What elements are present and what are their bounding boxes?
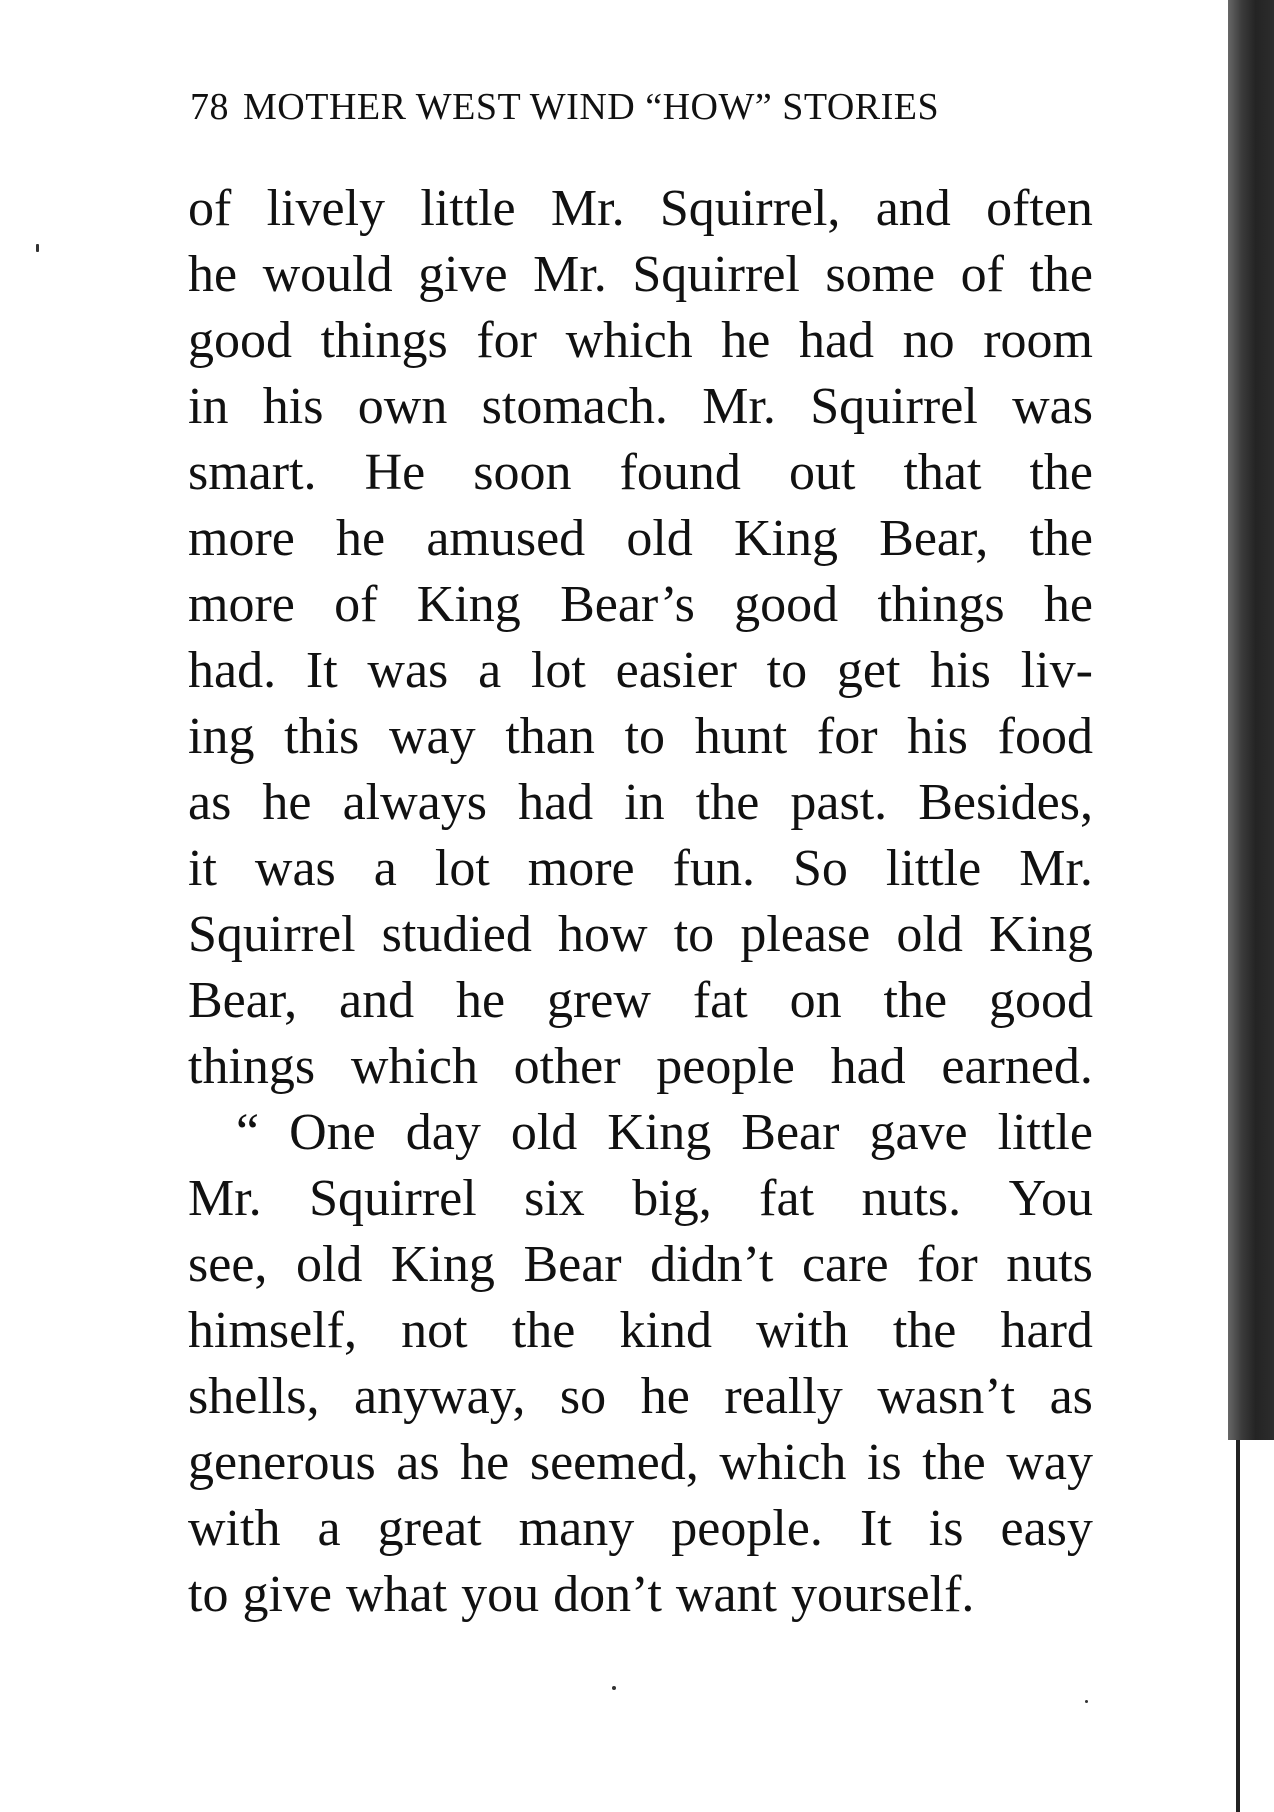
text-line (188, 1496, 1093, 1562)
word: in (624, 774, 665, 831)
word: anyway, (354, 1368, 526, 1425)
word: One (289, 1104, 376, 1161)
word: care (801, 1236, 889, 1293)
word: to (673, 906, 715, 963)
word: the (1029, 246, 1093, 303)
word: “ (236, 1104, 260, 1161)
text-line (188, 374, 1093, 440)
word: of (334, 576, 378, 633)
word: own (357, 378, 448, 435)
word: as (396, 1434, 440, 1491)
text-line (188, 176, 1093, 242)
word: earned. (941, 1038, 1093, 1095)
word: not (401, 1302, 468, 1359)
word: fat (692, 972, 748, 1029)
word: Mr. (702, 378, 776, 435)
text-line (188, 1298, 1093, 1364)
word: good (188, 312, 292, 369)
word: the (1029, 444, 1093, 501)
word: so (559, 1368, 607, 1425)
binding-edge-line (1236, 1440, 1240, 1812)
word: lot (434, 840, 490, 897)
text-line (188, 572, 1093, 638)
word: old (295, 1236, 363, 1293)
word: lot (530, 642, 586, 699)
word: past. (790, 774, 888, 831)
word: day (405, 1104, 481, 1161)
scan-speck (36, 244, 39, 252)
word: to (624, 708, 666, 765)
page-number: 78 (190, 86, 229, 128)
word: people. (671, 1500, 823, 1557)
word: nuts (1006, 1236, 1093, 1293)
word: seemed, (529, 1434, 699, 1491)
text-line (188, 1100, 1093, 1166)
word: Squirrel, (659, 180, 841, 237)
word: to (188, 1566, 229, 1623)
word: as (188, 774, 232, 831)
word: Squirrel (309, 1170, 477, 1227)
word: King (733, 510, 838, 567)
word: little (885, 840, 982, 897)
word: for (816, 708, 878, 765)
word: his (907, 708, 968, 765)
word: many (518, 1500, 635, 1557)
word: ing (188, 708, 255, 765)
word: great (377, 1500, 482, 1557)
word: old (510, 1104, 578, 1161)
word: Bear, (188, 972, 298, 1029)
word: way (1006, 1434, 1093, 1491)
word: Mr. (188, 1170, 262, 1227)
text-line (188, 1034, 1093, 1100)
word: a (478, 642, 502, 699)
word: out (788, 444, 856, 501)
word: the (695, 774, 760, 831)
word: generous (188, 1434, 376, 1491)
word: on (789, 972, 842, 1029)
scan-speck (612, 1686, 616, 1690)
binding-shadow (1228, 0, 1274, 1440)
text-line (188, 836, 1093, 902)
word: that (903, 444, 982, 501)
word: he (188, 246, 238, 303)
text-line (188, 1364, 1093, 1430)
word: was (1012, 378, 1093, 435)
text-line (188, 242, 1093, 308)
word: big, (632, 1170, 712, 1227)
word: soon (473, 444, 572, 501)
word: old (626, 510, 693, 567)
word: old (896, 906, 963, 963)
word: Squirrel (632, 246, 800, 303)
word: himself, (188, 1302, 357, 1359)
word: food (997, 708, 1093, 765)
word: really (724, 1368, 843, 1425)
word: he (1043, 576, 1093, 633)
word: hard (1000, 1302, 1093, 1359)
word: Besides, (918, 774, 1093, 831)
word: smart. (188, 444, 317, 501)
running-title: MOTHER WEST WIND “HOW” STORIES (243, 86, 940, 128)
word: often (986, 180, 1093, 237)
word: easier (615, 642, 737, 699)
word: studied (381, 906, 532, 963)
word: of (960, 246, 1004, 303)
text-line (188, 1166, 1093, 1232)
scan-speck (1085, 1700, 1088, 1703)
word: liv- (1020, 642, 1093, 699)
word: King (416, 576, 521, 633)
word: nuts. (861, 1170, 962, 1227)
text-line (188, 506, 1093, 572)
word: things (188, 1038, 316, 1095)
word: little (997, 1104, 1093, 1161)
word: amused (426, 510, 586, 567)
text-line (188, 1430, 1093, 1496)
word: you (461, 1566, 540, 1623)
word: a (373, 840, 397, 897)
word: see, (188, 1236, 268, 1293)
word: gave (869, 1104, 968, 1161)
word: Squirrel (810, 378, 978, 435)
text-line (188, 704, 1093, 770)
word: is (928, 1500, 964, 1557)
word: he (640, 1368, 690, 1425)
word: lively (266, 180, 386, 237)
word: found (619, 444, 741, 501)
word: King (607, 1104, 712, 1161)
word: the (922, 1434, 986, 1491)
word: this (284, 708, 360, 765)
word: with (756, 1302, 849, 1359)
word: Mr. (1019, 840, 1093, 897)
text-line (188, 968, 1093, 1034)
word: with (188, 1500, 281, 1557)
word: Mr. (533, 246, 607, 303)
word: It (859, 1500, 892, 1557)
word: he (262, 774, 312, 831)
word: what (345, 1566, 448, 1623)
word: things (877, 576, 1005, 633)
word: and (338, 972, 415, 1029)
word: no (902, 312, 955, 369)
word: in (188, 378, 229, 435)
word: Squirrel (188, 906, 356, 963)
word: for (476, 312, 537, 369)
text-line (188, 902, 1093, 968)
word: yourself. (791, 1566, 975, 1623)
word: which (719, 1434, 847, 1491)
word: He (364, 444, 426, 501)
word: It (305, 642, 338, 699)
word: the (892, 1302, 957, 1359)
text-line (188, 308, 1093, 374)
word: would (262, 246, 393, 303)
word: which (565, 312, 693, 369)
word: more (527, 840, 635, 897)
word: more (188, 576, 295, 633)
word: it (188, 840, 217, 897)
word: had (830, 1038, 906, 1095)
word: give (242, 1566, 332, 1623)
word: for (917, 1236, 978, 1293)
body-text (188, 176, 1093, 1628)
word: his (930, 642, 991, 699)
text-line (188, 770, 1093, 836)
word: Bear (523, 1236, 622, 1293)
word: a (317, 1500, 341, 1557)
word: grew (546, 972, 651, 1029)
word: stomach. (481, 378, 668, 435)
word: wasn’t (877, 1368, 1016, 1425)
word: please (740, 906, 871, 963)
word: which (350, 1038, 478, 1095)
word: Bear (741, 1104, 840, 1161)
word: fun. (672, 840, 755, 897)
word: good (734, 576, 839, 633)
text-line (188, 638, 1093, 704)
word: want (675, 1566, 777, 1623)
word: room (983, 312, 1093, 369)
word: You (1008, 1170, 1093, 1227)
word: kind (619, 1302, 712, 1359)
word: So (792, 840, 848, 897)
word: King (390, 1236, 495, 1293)
word: Bear’s (560, 576, 695, 633)
word: had (798, 312, 875, 369)
word: and (875, 180, 951, 237)
word: the (1029, 510, 1093, 567)
word: always (342, 774, 487, 831)
word: other (513, 1038, 621, 1095)
word: don’t (553, 1566, 662, 1623)
word: Bear, (879, 510, 989, 567)
text-line (188, 1232, 1093, 1298)
word: didn’t (650, 1236, 774, 1293)
word: little (420, 180, 516, 237)
word: he (455, 972, 506, 1029)
word: things (320, 312, 448, 369)
word: was (367, 642, 449, 699)
word: is (866, 1434, 902, 1491)
word: more (188, 510, 295, 567)
word: shells, (188, 1368, 320, 1425)
word: how (558, 906, 648, 963)
word: he (336, 510, 386, 567)
word: King (989, 906, 1093, 963)
running-header (190, 82, 1090, 132)
word: way (389, 708, 476, 765)
word: six (524, 1170, 585, 1227)
text-line (188, 440, 1093, 506)
word: his (262, 378, 324, 435)
word: people (656, 1038, 795, 1095)
word: he (721, 312, 771, 369)
word: Mr. (550, 180, 625, 237)
word: give (418, 246, 508, 303)
word: get (836, 642, 901, 699)
word: the (883, 972, 948, 1029)
word: was (254, 840, 336, 897)
word: fat (759, 1170, 815, 1227)
word: had. (188, 642, 277, 699)
word: easy (1000, 1500, 1093, 1557)
word: hunt (694, 708, 788, 765)
word: some (825, 246, 936, 303)
word: as (1049, 1368, 1093, 1425)
word: to (766, 642, 808, 699)
word: had (518, 774, 594, 831)
word: than (505, 708, 595, 765)
word: good (988, 972, 1093, 1029)
word: of (188, 180, 232, 237)
word: he (460, 1434, 510, 1491)
word: the (511, 1302, 576, 1359)
text-line (188, 1562, 1093, 1628)
